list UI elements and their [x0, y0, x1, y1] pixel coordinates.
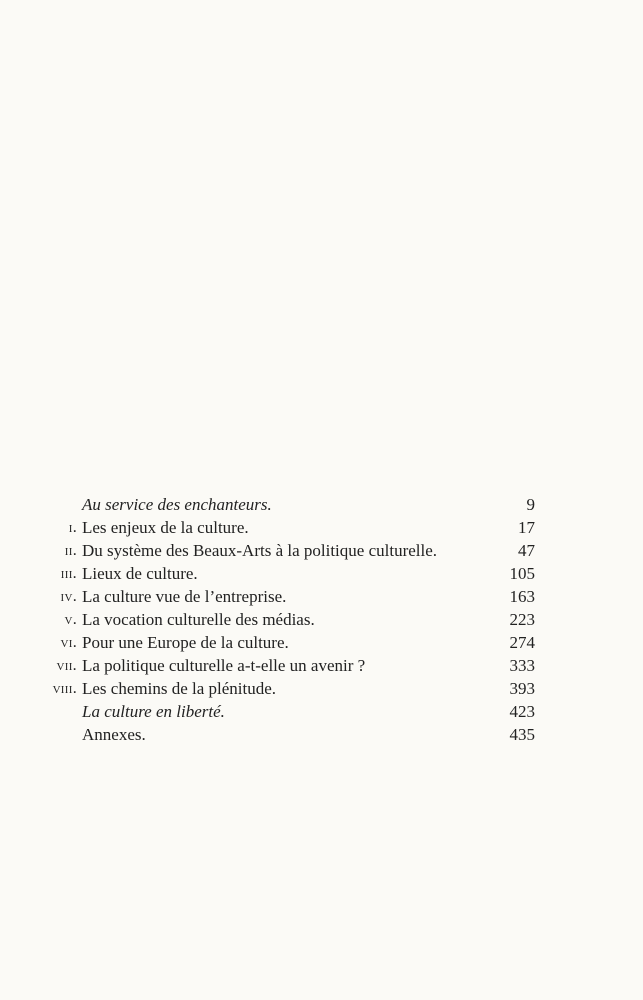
chapter-title: La culture en liberté. — [82, 702, 225, 721]
chapter-number: vii. — [56, 657, 77, 674]
page-number: 333 — [509, 656, 535, 675]
toc-entry-chapter-6 — [0, 631, 643, 654]
toc-entry-conclusion — [0, 700, 643, 723]
chapter-number: vi. — [60, 634, 77, 651]
chapter-title: Du système des Beaux-Arts à la politique culturelle. — [82, 541, 438, 560]
chapter-title: Annexes. — [82, 725, 146, 744]
chapter-number: iv. — [60, 588, 77, 605]
chapter-title: La politique culturelle a-t-elle un avenir ? — [82, 656, 366, 675]
page-number: 223 — [509, 610, 535, 629]
page-number: 393 — [509, 679, 535, 698]
chapter-number: v. — [64, 611, 77, 628]
chapter-number: i. — [68, 519, 77, 536]
chapter-title: Les enjeux de la culture. — [82, 518, 249, 537]
toc-entry-chapter-8 — [0, 677, 643, 700]
toc-entry-chapter-4 — [0, 585, 643, 608]
toc-entry-preface — [0, 493, 643, 516]
toc-entry-chapter-5 — [0, 608, 643, 631]
page-number: 435 — [509, 725, 535, 744]
page-number: 17 — [518, 518, 535, 537]
toc-entry-chapter-1 — [0, 516, 643, 539]
toc-entry-chapter-2 — [0, 539, 643, 562]
page-number: 9 — [526, 495, 535, 514]
page-number: 47 — [518, 541, 535, 560]
chapter-number: viii. — [52, 680, 77, 697]
chapter-number: iii. — [60, 565, 77, 582]
chapter-title: Au service des enchanteurs. — [82, 495, 272, 514]
toc-entry-annexes — [0, 723, 643, 746]
chapter-number: ii. — [64, 542, 77, 559]
chapter-title: Pour une Europe de la culture. — [82, 633, 289, 652]
chapter-title: La vocation culturelle des médias. — [82, 610, 315, 629]
toc-entry-chapter-7 — [0, 654, 643, 677]
page-number: 163 — [509, 587, 535, 606]
page-number: 423 — [509, 702, 535, 721]
table-of-contents — [0, 493, 643, 746]
toc-entry-chapter-3 — [0, 562, 643, 585]
chapter-title: Lieux de culture. — [82, 564, 198, 583]
page-number: 274 — [509, 633, 535, 652]
chapter-title: Les chemins de la plénitude. — [82, 679, 277, 698]
chapter-title: La culture vue de l’entreprise. — [82, 587, 287, 606]
page-number: 105 — [509, 564, 535, 583]
